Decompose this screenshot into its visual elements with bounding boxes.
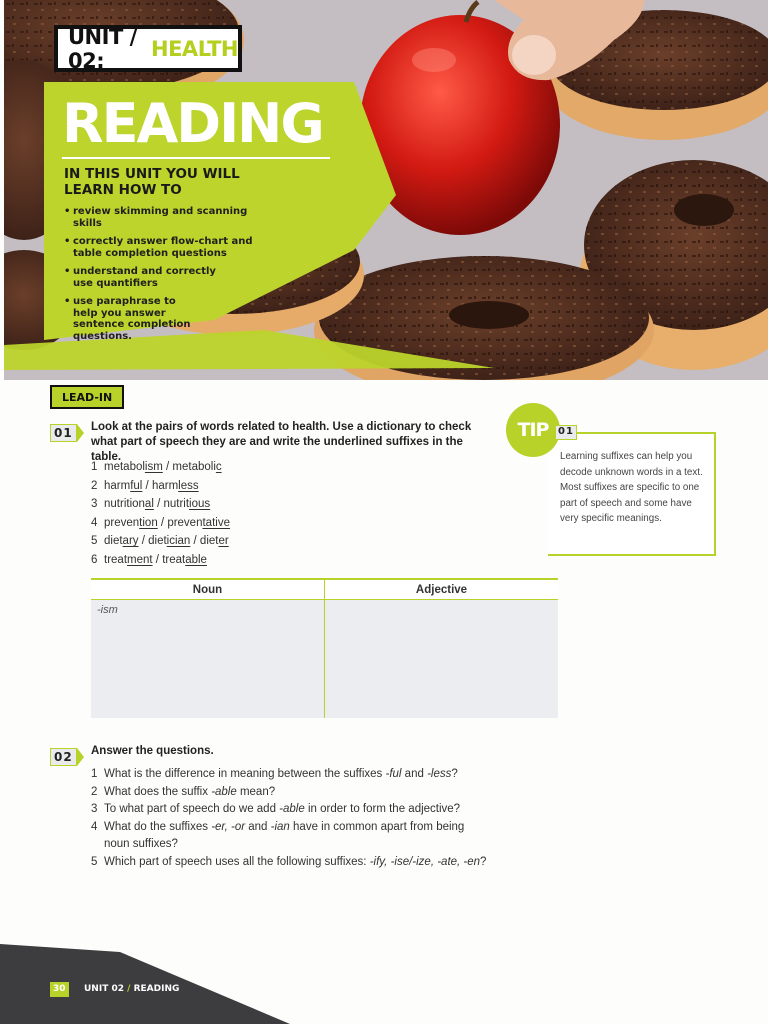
question-list — [91, 766, 504, 871]
page-title: READING — [62, 92, 323, 155]
arrow-icon — [77, 424, 84, 442]
question-item: 2 What does the suffix -able mean? — [91, 785, 276, 798]
suffix-table — [91, 578, 558, 720]
objectives-heading: IN THIS UNIT YOU WILL LEARN HOW TO — [64, 166, 240, 198]
unit-number: UNIT / 02: — [68, 24, 137, 73]
objective-item: • understand and correctly use quantifiers — [64, 266, 224, 289]
noun-cell[interactable]: -ism — [91, 600, 325, 718]
page-number: 30 — [50, 982, 69, 997]
unit-label-box — [54, 25, 242, 72]
word-pair-item: 2 harmful / harmless — [91, 479, 199, 492]
question-item: 4 What do the suffixes -er, -or and -ian have in common apart from being noun suffixes? — [91, 820, 465, 850]
objective-item: • correctly answer flow-chart and table completion questions — [64, 236, 264, 259]
objective-item: • review skimming and scanning skills — [64, 206, 264, 229]
question-item: 3 To what part of speech do we add -able in order to form the adjective? — [91, 803, 461, 815]
arrow-icon — [77, 748, 84, 766]
adjective-cell[interactable] — [325, 600, 558, 718]
exercise-1-number: 01 — [50, 424, 84, 442]
question-item: 1 What is the difference in meaning between the suffixes -ful and -less? — [91, 768, 458, 780]
noun-column-header: Noun — [91, 580, 325, 599]
adjective-column-header: Adjective — [415, 584, 468, 596]
word-pair-item: 4 prevention / preventative — [91, 516, 230, 529]
tip-number: 01 — [555, 425, 577, 440]
unit-topic: HEALTH — [151, 36, 238, 61]
tip-text: Learning suffixes can help you decode unknown words in a text. Most suffixes are specific to one part of speech and some have very specific meanings. — [560, 451, 703, 524]
word-pair-item: 5 dietary / dietician / dieter — [91, 535, 229, 547]
table-row — [91, 600, 558, 718]
title-divider — [62, 157, 330, 159]
exercise-2-number: 02 — [50, 748, 84, 766]
objective-item: • use paraphrase to help you answer sentence completion questions. — [64, 296, 194, 342]
word-pair-list — [91, 458, 230, 569]
question-item: 5 Which part of speech uses all the following suffixes: -ify, -ise/-ize, -ate, -en? — [91, 855, 487, 868]
objectives-list — [64, 206, 264, 349]
footer-label: UNIT 02 / READING — [84, 984, 180, 994]
exercise-1-instruction: Look at the pairs of words related to health. Use a dictionary to check what part of speech they are and write the underlined suffixes in the table. — [91, 421, 472, 463]
word-pair-item: 6 treatment / treatable — [91, 553, 207, 566]
table-header-row — [91, 578, 558, 600]
tip-badge: TIP — [506, 403, 560, 457]
hero-banner — [4, 0, 768, 380]
word-pair-item: 1 metabolism / metabolic — [91, 461, 222, 473]
exercise-2-instruction: Answer the questions. — [91, 745, 214, 757]
word-pair-item: 3 nutritional / nutritious — [91, 498, 211, 510]
lead-in-label: LEAD-IN — [50, 385, 124, 409]
